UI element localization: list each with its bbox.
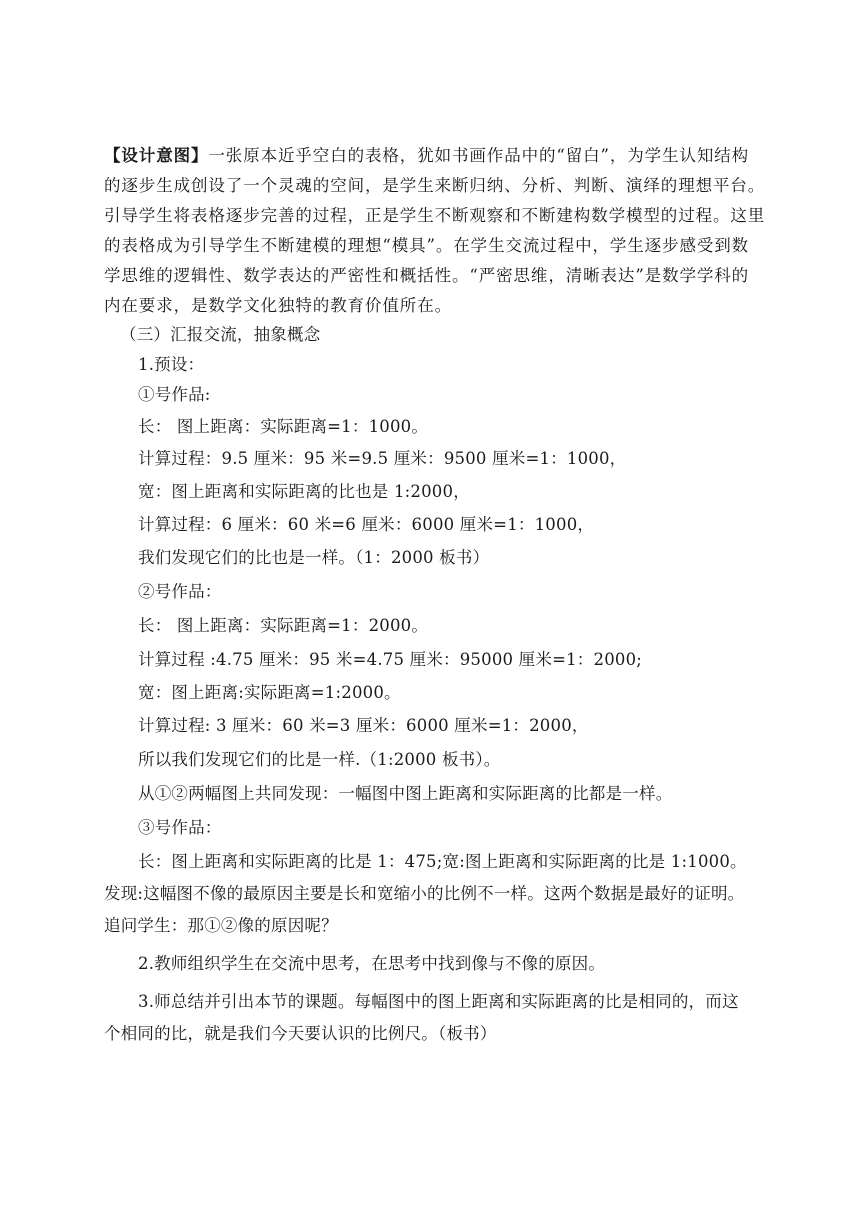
work2-width-calc: 计算过程: 3 厘米：60 米=3 厘米：6000 厘米=1：2000， — [138, 716, 589, 735]
design-intent-label: 【设计意图】 — [104, 146, 209, 165]
design-intent-line-5: 学思维的逻辑性、数学表达的严密性和概括性。“严密思维，清晰表达”是数学学科的 — [104, 266, 750, 285]
work3-length-width: 长：图上距离和实际距离的比是 1：475;宽:图上距离和实际距离的比是 1:1000。 — [138, 852, 747, 871]
work2-length-calc: 计算过程 :4.75 厘米：95 米=4.75 厘米：95000 厘米=1：2000; — [138, 650, 643, 669]
work2-finding: 所以我们发现它们的比是一样.（1:2000 板书）。 — [138, 750, 501, 769]
common-finding: 从①②两幅图上共同发现：一幅图中图上距离和实际距离的比都是一样。 — [138, 784, 673, 803]
work1-finding: 我们发现它们的比也是一样。（1：2000 板书） — [138, 548, 490, 567]
work3-title: ③号作品： — [138, 818, 222, 837]
step-3-line-1: 3.师总结并引出本节的课题。每幅图中的图上距离和实际距离的比是相同的，而这 — [138, 992, 739, 1011]
work3-followup: 追问学生：那①②像的原因呢？ — [104, 916, 338, 935]
design-intent-line-4: 的表格成为引导学生不断建模的理想“模具”。在学生交流过程中，学生逐步感受到数 — [104, 236, 750, 255]
design-intent-line-1: 【设计意图】一张原本近乎空白的表格，犹如书画作品中的“留白”，为学生认知结构 — [104, 146, 750, 165]
step-2: 2.教师组织学生在交流中思考，在思考中找到像与不像的原因。 — [138, 954, 606, 973]
section-heading: （三）汇报交流，抽象概念 — [120, 325, 321, 344]
work1-length-line: 长： 图上距离：实际距离=1：1000。 — [138, 417, 429, 436]
work2-width-line: 宽：图上距离:实际距离=1:2000。 — [138, 683, 401, 702]
work2-title: ②号作品： — [138, 582, 222, 601]
work1-length-calc: 计算过程：9.5 厘米：95 米=9.5 厘米：9500 厘米=1：1000， — [138, 449, 627, 468]
work1-width-line: 宽：图上距离和实际距离的比也是 1:2000， — [138, 482, 470, 501]
work2-length-line: 长： 图上距离：实际距离=1：2000。 — [138, 616, 429, 635]
design-intent-line-2: 的逐步生成创设了一个灵魂的空间，是学生来断归纳、分析、判断、演绎的理想平台。 — [104, 176, 766, 195]
preset-title: 1.预设： — [138, 355, 205, 374]
work1-width-calc: 计算过程：6 厘米：60 米=6 厘米：6000 厘米=1：1000， — [138, 515, 595, 534]
work1-title: ①号作品: — [138, 385, 211, 404]
design-intent-line-3: 引导学生将表格逐步完善的过程，正是学生不断观察和不断建构数学模型的过程。这里 — [104, 206, 766, 225]
work3-discovery: 发现:这幅图不像的最原因主要是长和宽缩小的比例不一样。这两个数据是最好的证明。 — [104, 884, 745, 903]
step-3-line-2: 个相同的比，就是我们今天要认识的比例尺。（板书） — [104, 1024, 497, 1043]
design-intent-line-6: 内在要求，是数学文化独特的教育价值所在。 — [104, 296, 452, 315]
